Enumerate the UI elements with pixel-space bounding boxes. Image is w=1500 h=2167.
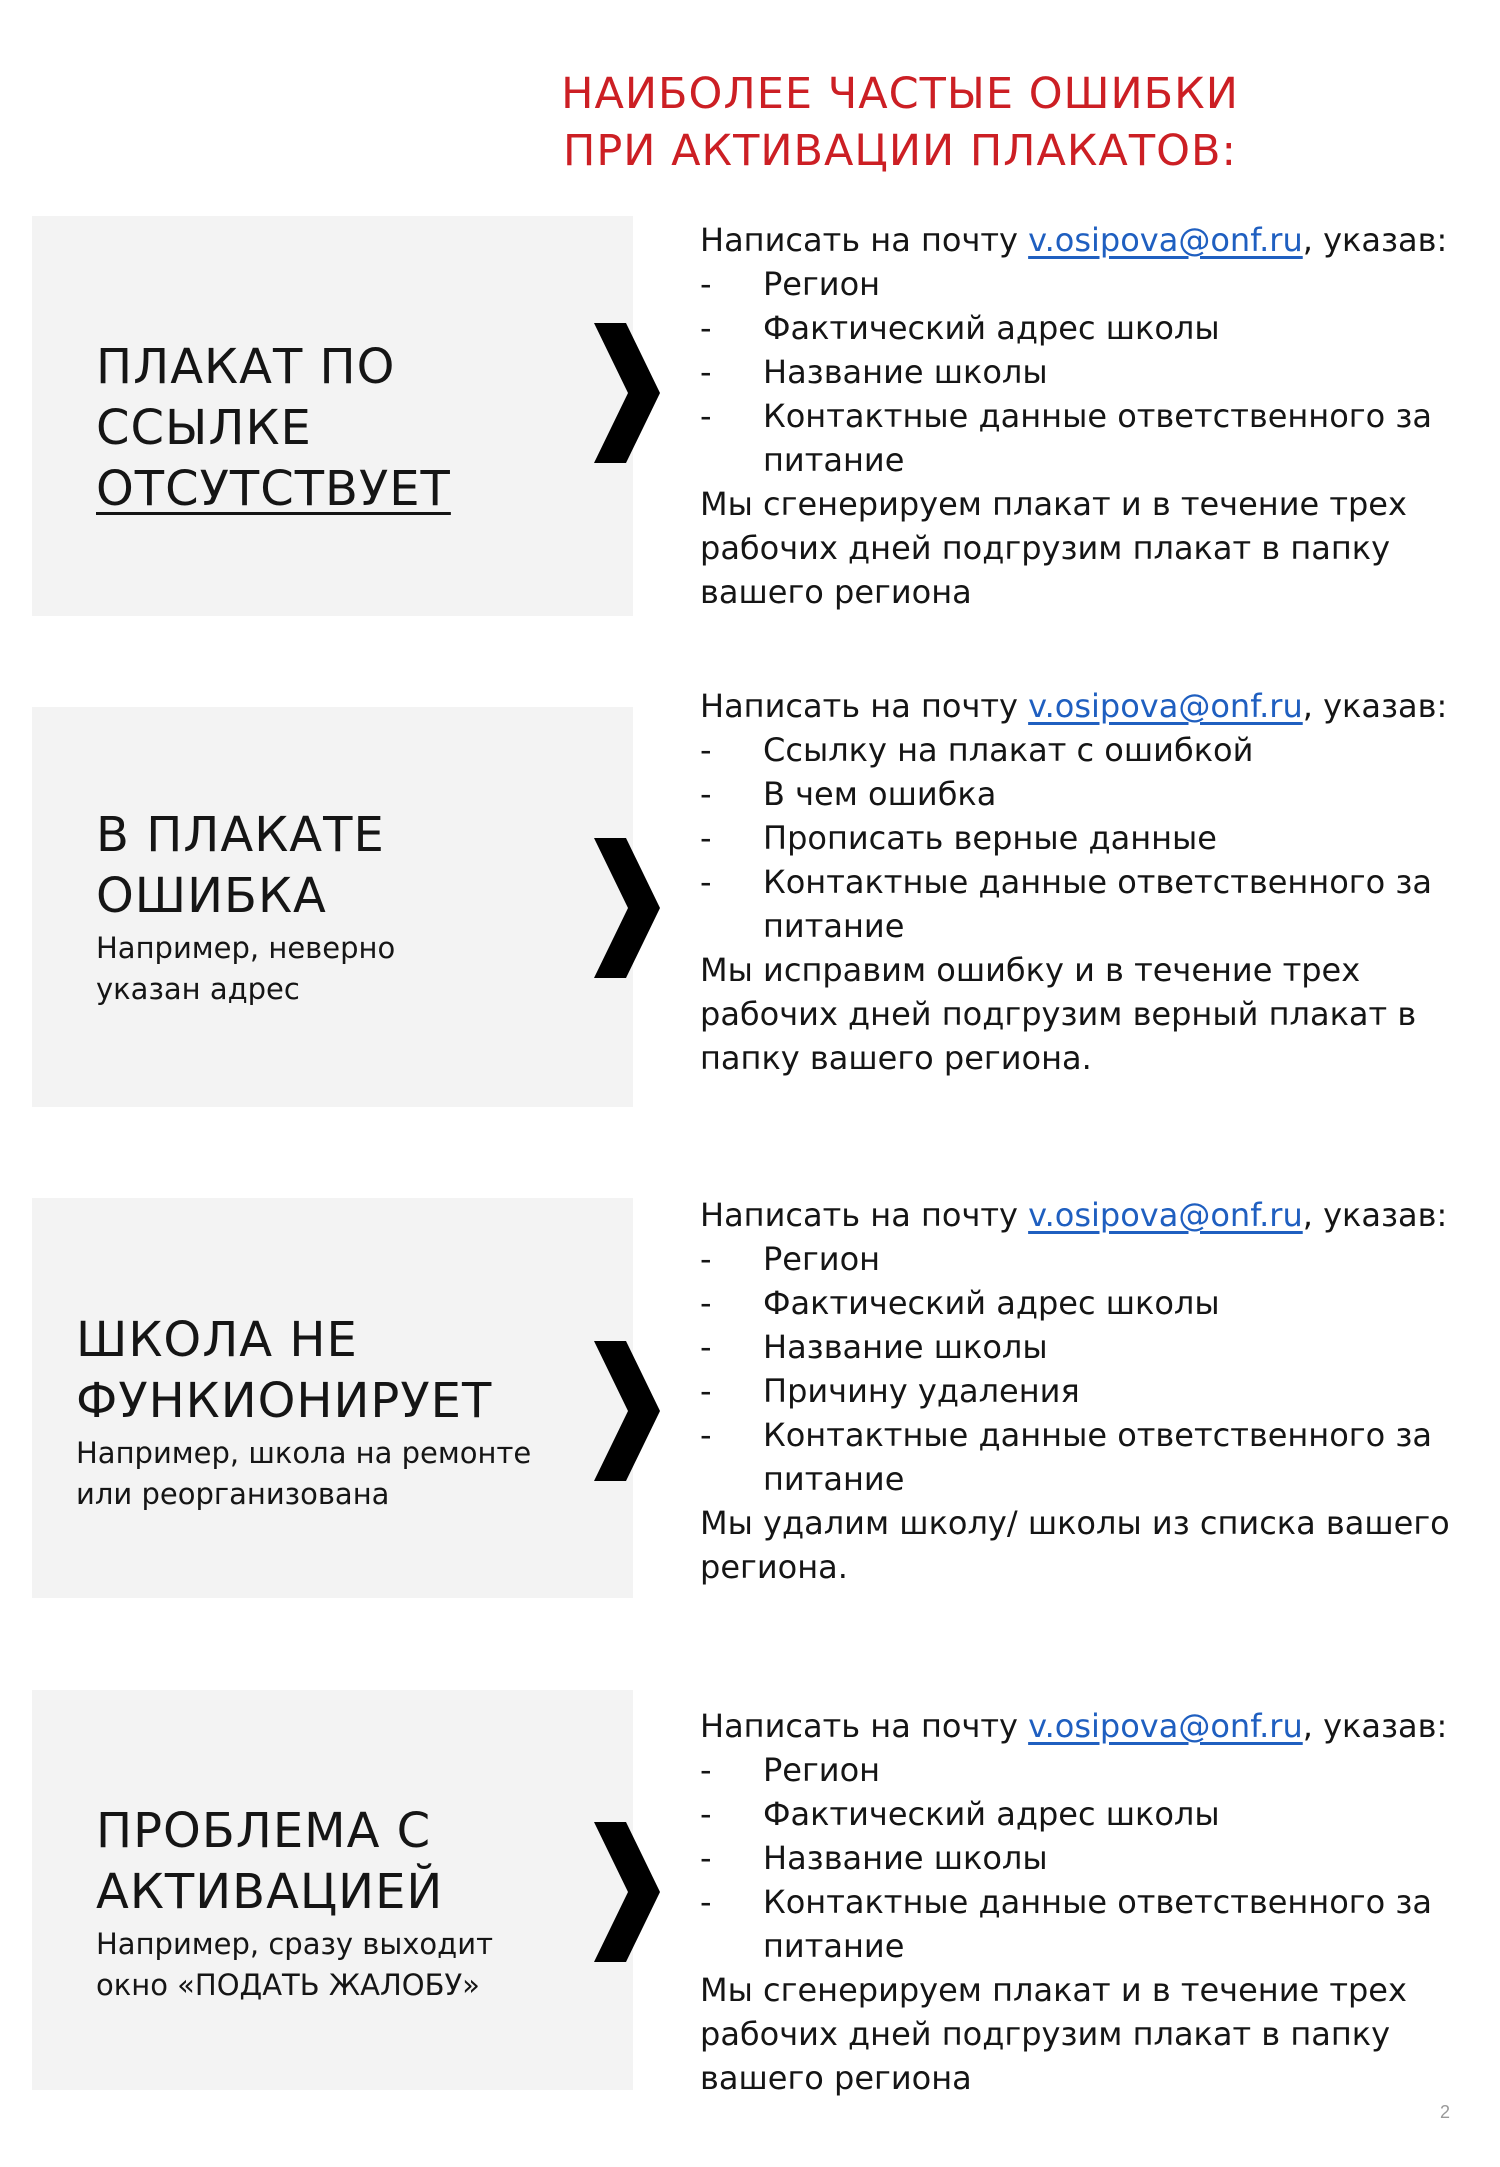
section-2-subtitle-line-2: указан адрес [96, 972, 300, 1006]
page-number: 2 [1440, 2102, 1451, 2122]
section-2-heading [96, 805, 385, 927]
section-2-conclusion-line: папку вашего региона. [700, 1039, 1092, 1077]
section-3-instructions [700, 1193, 1460, 1589]
email-link[interactable]: v.osipova@onf.ru [1028, 1707, 1303, 1745]
list-item: - Регион [700, 265, 881, 303]
section-1-conclusion-line: рабочих дней подгрузим плакат в папку [700, 529, 1391, 567]
section-2-heading-line-2: ОШИБКА [96, 868, 327, 924]
email-link[interactable]: v.osipova@onf.ru [1028, 687, 1303, 725]
chevron-right-icon [590, 323, 660, 463]
chevron-right-icon [590, 838, 660, 978]
section-4-heading [96, 1801, 443, 1923]
section-4-subtitle-line-1: Например, сразу выходит [96, 1927, 493, 1961]
section-1-conclusion-line: Мы сгенерируем плакат и в течение трех [700, 485, 1407, 523]
section-4-instructions [700, 1704, 1460, 2100]
page-title-line-1: НАИБОЛЕЕ ЧАСТЫЕ ОШИБКИ [561, 69, 1239, 119]
list-item-continuation: питание [763, 1927, 905, 1965]
section-3-heading-line-1: ШКОЛА НЕ [76, 1312, 358, 1368]
section-3-intro: Написать на почту v.osipova@onf.ru, указав: [700, 1196, 1448, 1234]
section-1-heading-line-3: ОТСУТСТВУЕТ [96, 461, 451, 517]
list-item: - Ссылку на плакат с ошибкой [700, 731, 1254, 769]
section-1-heading-line-1: ПЛАКАТ ПО [96, 339, 396, 395]
list-item: - Название школы [700, 353, 1048, 391]
section-3-subtitle-line-1: Например, школа на ремонте [76, 1436, 532, 1470]
list-item: - Контактные данные ответственного за [700, 397, 1432, 435]
list-item-continuation: питание [763, 1460, 905, 1498]
list-item: - Фактический адрес школы [700, 1795, 1220, 1833]
list-item: - Регион [700, 1240, 881, 1278]
section-1-conclusion-line: вашего региона [700, 573, 972, 611]
section-4-subtitle-line-2: окно «ПОДАТЬ ЖАЛОБУ» [96, 1968, 480, 2002]
page-title-line-2: ПРИ АКТИВАЦИИ ПЛАКАТОВ: [563, 126, 1237, 176]
section-4-intro: Написать на почту v.osipova@onf.ru, указав: [700, 1707, 1448, 1745]
section-3-conclusion-line: Мы удалим школу/ школы из списка вашего [700, 1504, 1450, 1542]
section-4-conclusion-line: рабочих дней подгрузим плакат в папку [700, 2015, 1391, 2053]
list-item: - Контактные данные ответственного за [700, 1883, 1432, 1921]
section-3-subtitle [76, 1433, 531, 1515]
section-1-intro: Написать на почту v.osipova@onf.ru, указав: [700, 221, 1448, 259]
section-2-subtitle-line-1: Например, неверно [96, 931, 396, 965]
section-2-subtitle [96, 928, 395, 1010]
list-item: - Фактический адрес школы [700, 1284, 1220, 1322]
section-1-instructions [700, 218, 1460, 614]
list-item: - Контактные данные ответственного за [700, 1416, 1432, 1454]
list-item: - Название школы [700, 1328, 1048, 1366]
chevron-right-icon [590, 1822, 660, 1962]
list-item: - Контактные данные ответственного за [700, 863, 1432, 901]
list-item: - Причину удаления [700, 1372, 1080, 1410]
section-4-conclusion-line: Мы сгенерируем плакат и в течение трех [700, 1971, 1407, 2009]
list-item: - Название школы [700, 1839, 1048, 1877]
list-item: - Регион [700, 1751, 881, 1789]
section-3-heading [76, 1310, 492, 1432]
section-1-heading [96, 337, 451, 520]
section-3-conclusion-line: региона. [700, 1548, 848, 1586]
list-item: - Прописать верные данные [700, 819, 1217, 857]
section-4-conclusion-line: вашего региона [700, 2059, 972, 2097]
section-2-instructions [700, 684, 1460, 1080]
section-3-subtitle-line-2: или реорганизована [76, 1477, 390, 1511]
list-item: - Фактический адрес школы [700, 309, 1220, 347]
section-4-heading-line-1: ПРОБЛЕМА С [96, 1803, 432, 1859]
section-4-subtitle [96, 1924, 493, 2006]
section-3-heading-line-2: ФУНКИОНИРУЕТ [76, 1373, 493, 1429]
list-item: - В чем ошибка [700, 775, 997, 813]
email-link[interactable]: v.osipova@onf.ru [1028, 221, 1303, 259]
list-item-continuation: питание [763, 441, 905, 479]
section-4-heading-line-2: АКТИВАЦИЕЙ [96, 1864, 444, 1920]
section-2-intro: Написать на почту v.osipova@onf.ru, указав: [700, 687, 1448, 725]
section-2-heading-line-1: В ПЛАКАТЕ [96, 807, 385, 863]
section-1-heading-line-2: ССЫЛКЕ [96, 400, 312, 456]
section-2-conclusion-line: рабочих дней подгрузим верный плакат в [700, 995, 1417, 1033]
email-link[interactable]: v.osipova@onf.ru [1028, 1196, 1303, 1234]
page-title [360, 66, 1440, 180]
chevron-right-icon [590, 1341, 660, 1481]
section-2-conclusion-line: Мы исправим ошибку и в течение трех [700, 951, 1361, 989]
list-item-continuation: питание [763, 907, 905, 945]
